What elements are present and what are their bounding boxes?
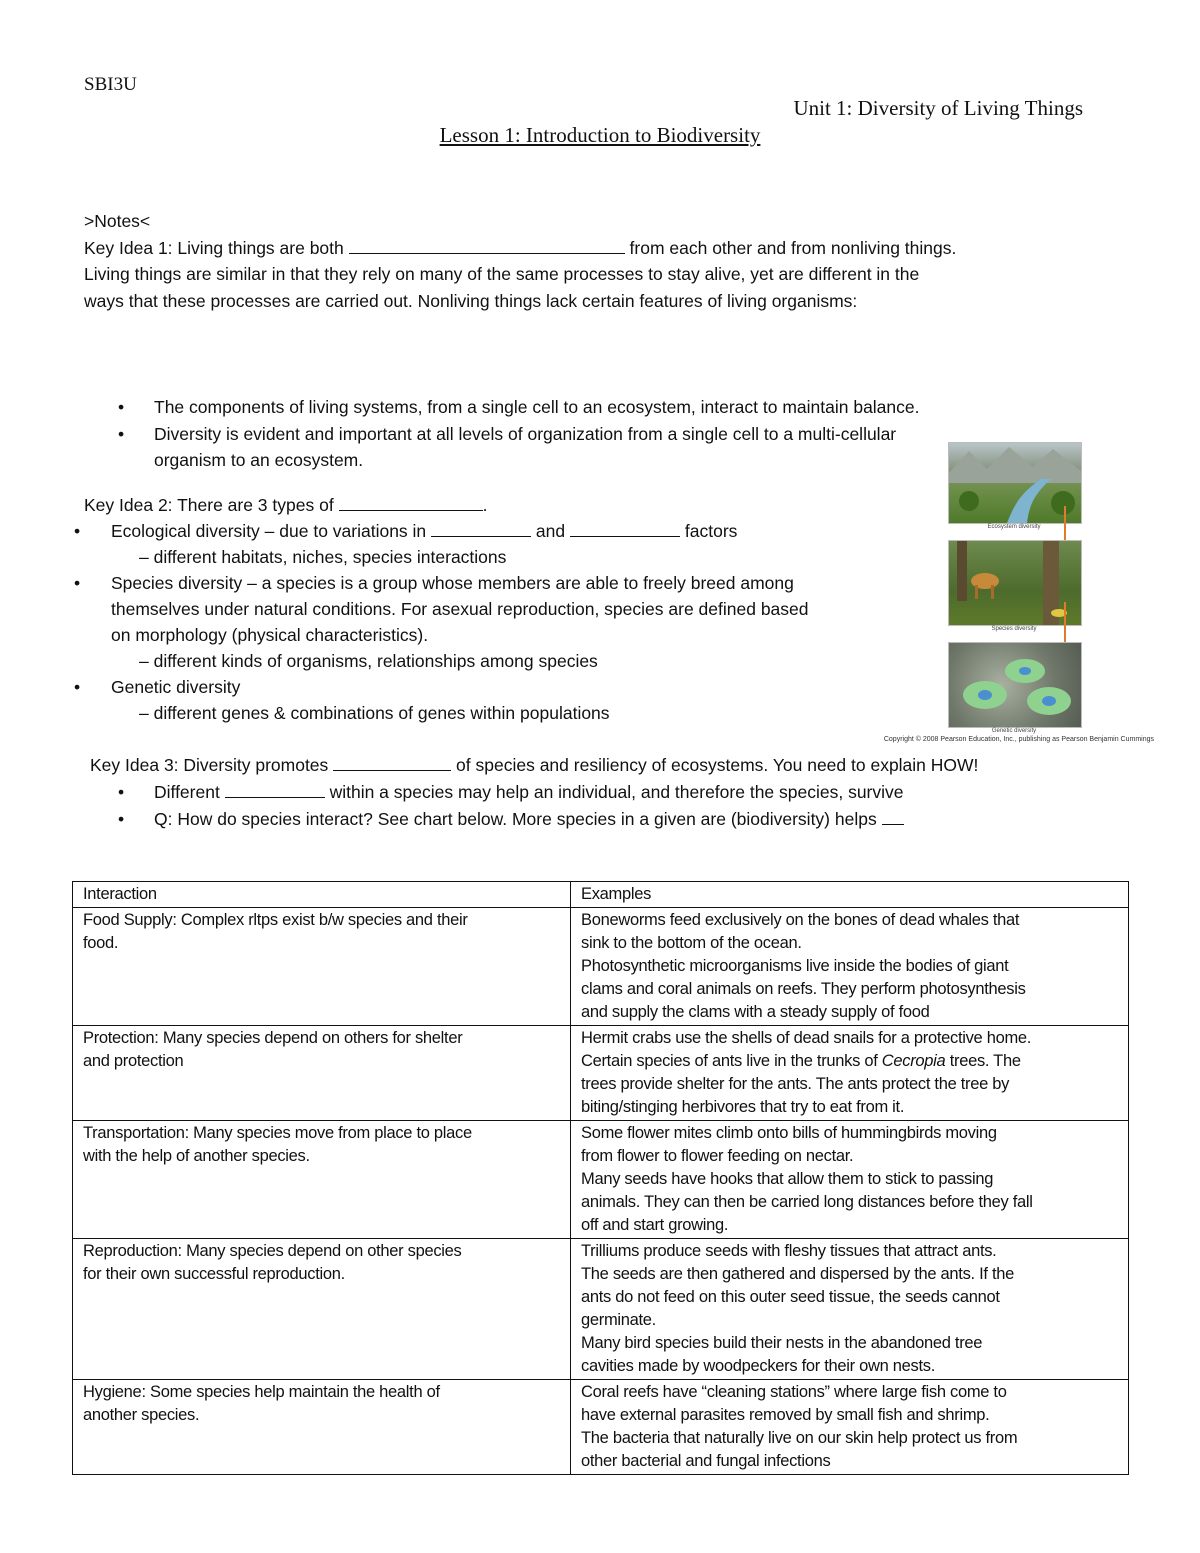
list-item-species: • Species diversity – a species is a group whose members are able to freely breed among themselves under natural conditions. For asexual reproduction, species are defined based on morphology (physical characteristics). – different kinds of organisms, relationships among species [84, 570, 944, 674]
table-row [73, 1026, 1129, 1121]
fill-blank-6[interactable] [225, 781, 325, 798]
forest-animals-icon [949, 541, 1081, 625]
interaction-cell: Transportation: Many species move from place to place with the help of another species. [73, 1121, 571, 1239]
key-idea-3-bullets [90, 779, 1110, 833]
table-header-row [73, 882, 1129, 908]
species-diversity-image [948, 540, 1082, 626]
figure-caption: Ecosystem diversity [987, 524, 1041, 530]
bullet-item: • Q: How do species interact? See chart below. More species in a given are (biodiversity) helps [90, 806, 1110, 833]
interaction-cell: Hygiene: Some species help maintain the health of another species. [73, 1380, 571, 1475]
arrow-icon [1064, 506, 1066, 540]
interaction-cell: Reproduction: Many species depend on other species for their own successful reproduction. [73, 1239, 571, 1380]
figure-caption: Genetic diversity [991, 728, 1037, 734]
examples-cell: Boneworms feed exclusively on the bones of dead whales that sink to the bottom of the ocean. Photosynthetic microorganisms live inside the bodies of giant clams and coral animals on reefs. They perform photosynthesis and supply the clams with a steady supply of food [571, 908, 1129, 1026]
fill-blank-7[interactable] [882, 808, 904, 825]
examples-cell: Some flower mites climb onto bills of hummingbirds moving from flower to flower feeding on nectar. Many seeds have hooks that allow them to stick to passing animals. They can then be carried long distances before they fall off and start growing. [571, 1121, 1129, 1239]
course-code: SBI3U [84, 74, 137, 95]
notes-label: >Notes< [84, 211, 151, 231]
examples-cell: Coral reefs have “cleaning stations” where large fish come to have external parasites removed by small fish and shrimp. The bacteria that naturally live on our skin help protect us from other bacterial and fungal infections [571, 1380, 1129, 1475]
key-idea-3: Key Idea 3: Diversity promotes of species and resiliency of ecosystems. You need to explain HOW! [90, 755, 979, 775]
key-idea-2: Key Idea 2: There are 3 types of . [84, 495, 488, 515]
key-idea-1-prefix: Key Idea 1: Living things are both [84, 237, 344, 258]
river-landscape-icon [949, 443, 1081, 523]
examples-cell: Hermit crabs use the shells of dead snails for a protective home. Certain species of ants live in the trunks of Cecropia trees. The trees provide shelter for the ants. The ants protect the tree by biting/stinging herbivores that try to eat from it. [571, 1026, 1129, 1121]
interaction-cell: Food Supply: Complex rltps exist b/w species and their food. [73, 908, 571, 1026]
bullet-item: • The components of living systems, from a single cell to an ecosystem, interact to maintain balance. [84, 394, 1104, 421]
genus-name: Cecropia [881, 1052, 946, 1070]
fill-blank-2[interactable] [339, 494, 483, 511]
genetic-diversity-image [948, 642, 1082, 728]
key-idea-1 [84, 235, 1104, 262]
table-row [73, 1380, 1129, 1475]
arrow-icon [1064, 602, 1066, 642]
key-idea-2-section [84, 492, 944, 726]
table-row [73, 1121, 1129, 1239]
species-interactions-table [72, 881, 1129, 1475]
unit-title: Unit 1: Diversity of Living Things [793, 96, 1083, 120]
examples-cell: Trilliums produce seeds with fleshy tissues that attract ants. The seeds are then gathered and dispersed by the ants. If the ants do not feed on this outer seed tissue, the seeds cannot germinate. Many bird species build their nests in the abandoned tree cavities made by woodpeckers for their own nests. [571, 1239, 1129, 1380]
column-header: Interaction [73, 882, 571, 908]
fill-blank-3[interactable] [431, 520, 531, 537]
figure-caption: Species diversity [991, 626, 1037, 632]
table-row [73, 1239, 1129, 1380]
notes-section [84, 208, 1104, 474]
list-item-ecological: • Ecological diversity – due to variations in and factors – different habitats, niches, species interactions [84, 518, 944, 570]
frogs-icon [949, 643, 1081, 727]
list-item-genetic: • Genetic diversity – different genes & combinations of genes within populations [84, 674, 944, 726]
key-idea-2-prefix: Key Idea 2: There are 3 types of [84, 495, 334, 515]
biodiversity-levels-figure [883, 442, 1154, 747]
column-header: Examples [571, 882, 1129, 908]
fill-blank-5[interactable] [333, 754, 451, 771]
key-idea-1-suffix: from each other and from nonliving things. [629, 237, 957, 258]
figure-copyright: Copyright © 2008 Pearson Education, Inc., publishing as Pearson Benjamin Cummings [883, 736, 1154, 743]
key-idea-3-section [90, 752, 1110, 833]
bullet-item: • Different within a species may help an individual, and therefore the species, survive [90, 779, 1110, 806]
table-row [73, 908, 1129, 1026]
fill-blank-1[interactable] [349, 237, 625, 254]
fill-blank-4[interactable] [570, 520, 680, 537]
diversity-types-list [84, 518, 944, 726]
bullet-item: • Diversity is evident and important at all levels of organization from a single cell to a multi-cellular organism to an ecosystem. [84, 421, 1104, 474]
interaction-cell: Protection: Many species depend on others for shelter and protection [73, 1026, 571, 1121]
lesson-title: Lesson 1: Introduction to Biodiversity [439, 123, 761, 147]
key-idea-1-line-3: ways that these processes are carried out. Nonliving things lack certain features of living organisms: [84, 290, 858, 311]
ecosystem-diversity-image [948, 442, 1082, 524]
key-idea-1-line-2: Living things are similar in that they rely on many of the same processes to stay alive, yet are different in the [84, 264, 920, 284]
